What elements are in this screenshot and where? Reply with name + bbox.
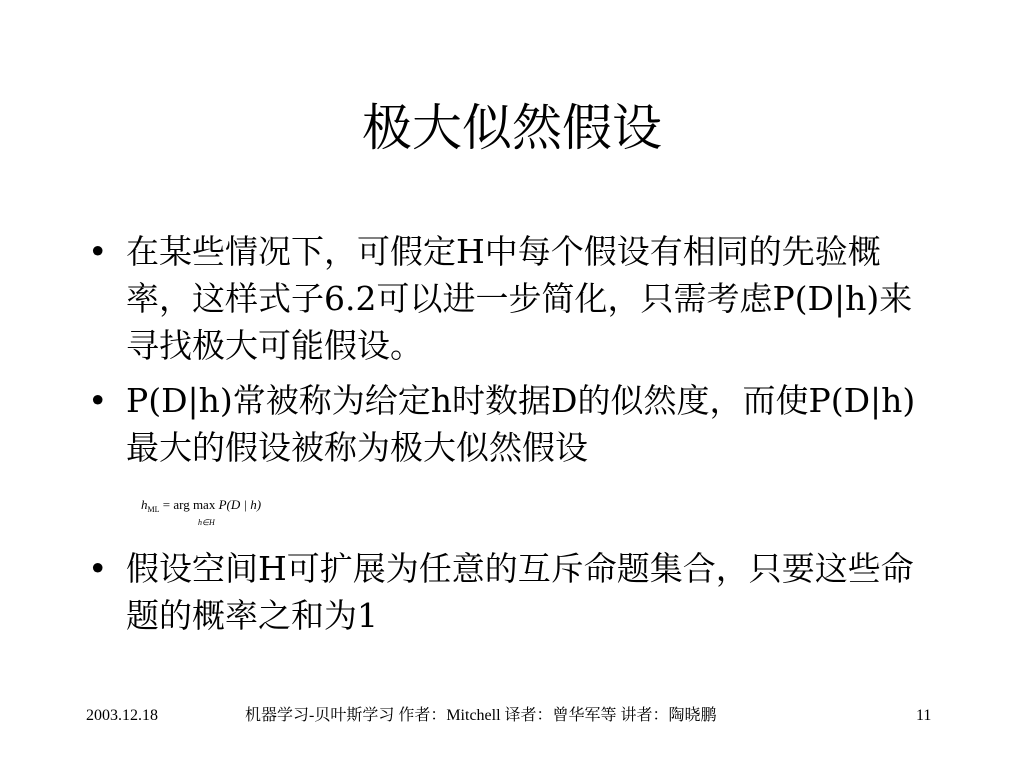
page-number: 11	[916, 707, 932, 724]
formula-argmax-subscript: h∈H	[198, 518, 215, 527]
bullet-item	[84, 545, 934, 639]
bullet-dot-icon: •	[88, 381, 108, 420]
bullet-item	[84, 228, 934, 369]
bullet-item	[84, 377, 934, 471]
bullet-text: 假设空间H可扩展为任意的互斥命题集合，只要这些命题的概率之和为1	[126, 549, 914, 635]
formula-operator: = arg max	[159, 497, 219, 512]
bullet-text: P(D|h)常被称为给定h时数据D的似然度，而使P(D|h)最大的假设被称为极大似然假设	[126, 381, 916, 467]
bullet-dot-icon: •	[88, 549, 108, 588]
formula-lhs-subscript: ML	[147, 505, 160, 514]
slide-title: 极大似然假设	[362, 99, 662, 157]
footer-credits: 机器学习-贝叶斯学习 作者：Mitchell 译者：曾华军等 讲者：陶晓鹏	[245, 707, 717, 724]
footer-date: 2003.12.18	[86, 707, 158, 724]
bullet-list	[84, 228, 934, 479]
formula-lhs: h	[141, 497, 148, 512]
bullet-text: 在某些情况下，可假定H中每个假设有相同的先验概率，这样式子6.2可以进一步简化，只需考虑P(D|h)来寻找极大可能假设。	[126, 232, 913, 365]
bullet-dot-icon: •	[88, 232, 108, 271]
ml-hypothesis-formula	[141, 497, 262, 527]
formula-rhs: P(D | h)	[218, 497, 262, 512]
bullet-list-2	[84, 545, 934, 647]
